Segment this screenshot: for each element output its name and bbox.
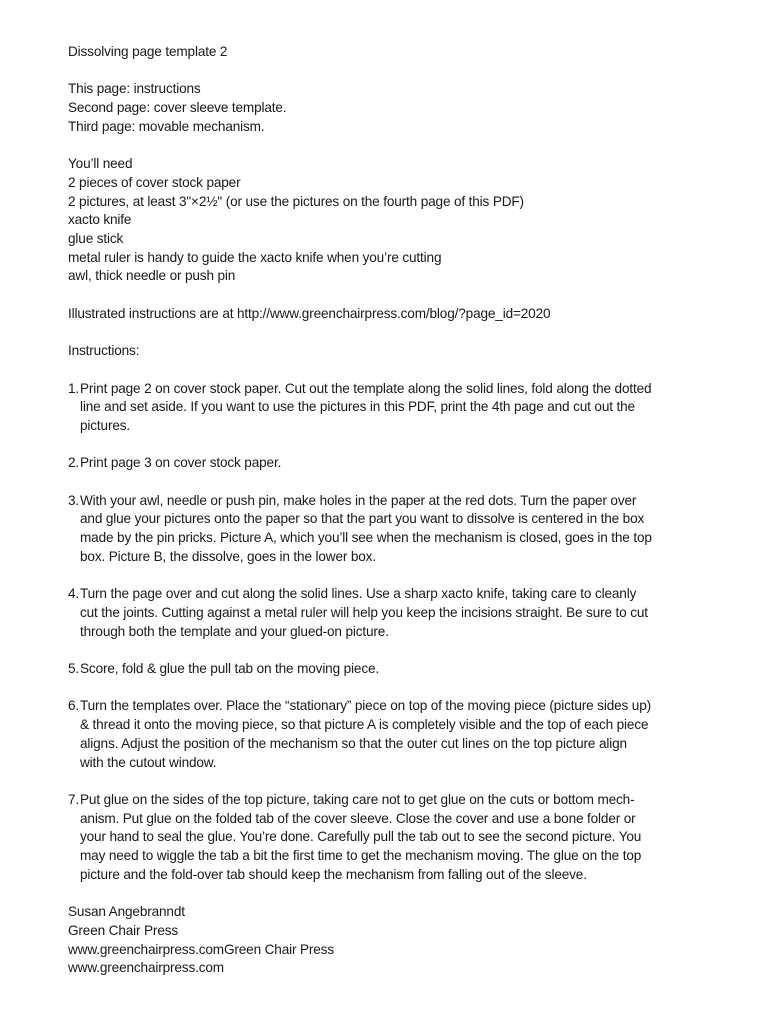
instruction-step-3 [68,492,708,567]
step-text-line: with the cutout window. [80,754,217,770]
step-text-line: may need to wiggle the tab a bit the first time to get the mechanism moving. The glue on the top [80,848,642,864]
spacer [68,62,708,81]
instruction-step-1 [68,380,708,436]
step-text-line: anism. Put glue on the folded tab of the cover sleeve. Close the cover and use a bone folder or [80,810,636,826]
publisher-website: www.greenchairpress.com [68,960,224,976]
step-text-line: aligns. Adjust the position of the mechanism so that the outer cut lines on the top picture align [80,735,627,751]
step-text-line: & thread it onto the moving piece, so that picture A is completely visible and the top of each piece [80,717,649,733]
step-number: 4. [68,586,80,602]
spacer [68,772,708,791]
step-number: 1. [68,380,80,396]
author-name: Susan Angebranndt [68,904,185,920]
spacer [68,884,708,903]
materials-section [68,155,708,286]
step-text-line: made by the pin pricks. Picture A, which you’ll see when the mechanism is closed, goes in the top [80,530,652,546]
step-text-line: Score, fold & glue the pull tab on the moving piece. [80,661,380,677]
spacer [68,137,708,156]
materials-item: glue stick [68,231,124,246]
step-number: 7. [68,791,80,807]
instructions-heading: Instructions: [68,343,140,359]
illustrated-instructions-link: Illustrated instructions are at http://www.greenchairpress.com/blog/?page_id=2020 [68,305,551,321]
pages-list-item: Third page: movable mechanism. [68,118,265,134]
spacer [68,567,708,586]
document-page [68,43,708,978]
step-text-line: picture and the fold-over tab should keep the mechanism from falling out of the sleeve. [80,866,587,882]
spacer [68,324,708,343]
spacer [68,361,708,380]
spacer [68,473,708,492]
materials-item: xacto knife [68,212,132,228]
step-text-line: your hand to seal the glue. You’re done. Carefully pull the tab out to see the second picture. You [80,829,642,845]
step-number: 3. [68,492,80,508]
spacer [68,679,708,698]
step-text-line: through both the template and your glued-on picture. [80,623,389,639]
spacer [68,641,708,660]
instruction-step-2 [68,454,708,473]
pages-list [68,80,708,136]
materials-item: metal ruler is handy to guide the xacto knife when you’re cutting [68,249,442,265]
publisher-name: Green Chair Press [68,922,179,938]
step-text-line: Print page 2 on cover stock paper. Cut out the template along the solid lines, fold along the dotted [80,380,652,396]
document-title: Dissolving page template 2 [68,44,228,59]
instruction-step-6 [68,697,708,772]
publisher-website: www.greenchairpress.comGreen Chair Press [68,941,334,957]
instruction-step-5 [68,660,708,679]
step-text-line: Turn the templates over. Place the “stationary” piece on top of the moving piece (picture sides up) [80,698,651,714]
step-text-line: Put glue on the sides of the top picture, taking care not to get glue on the cuts or bottom mech- [80,791,635,807]
pages-list-item: This page: instructions [68,81,201,97]
step-text-line: line and set aside. If you want to use the pictures in this PDF, print the 4th page and cut out the [80,399,635,415]
step-text-line: Print page 3 on cover stock paper. [80,455,282,471]
materials-item: 2 pictures, at least 3"×2½" (or use the pictures on the fourth page of this PDF) [68,193,524,209]
pages-list-item: Second page: cover sleeve template. [68,100,287,116]
materials-item: awl, thick needle or push pin [68,268,236,284]
step-text-line: pictures. [80,417,131,433]
instruction-step-4 [68,585,708,641]
step-text-line: cut the joints. Cutting against a metal ruler will help you keep the incisions straight. Be sure to cut [80,604,648,620]
step-number: 2. [68,455,80,471]
materials-item: 2 pieces of cover stock paper [68,174,241,190]
materials-heading: You’ll need [68,156,133,172]
spacer [68,436,708,455]
step-text-line: Turn the page over and cut along the solid lines. Use a sharp xacto knife, taking care to cleanly [80,586,637,602]
signature-block [68,903,708,978]
step-text-line: With your awl, needle or push pin, make holes in the paper at the red dots. Turn the paper over [80,492,637,508]
step-number: 6. [68,698,80,714]
step-text-line: and glue your pictures onto the paper so that the part you want to dissolve is centered in the box [80,511,645,527]
instruction-step-7 [68,791,708,885]
step-number: 5. [68,661,80,677]
spacer [68,286,708,305]
step-text-line: box. Picture B, the dissolve, goes in the lower box. [80,548,376,564]
